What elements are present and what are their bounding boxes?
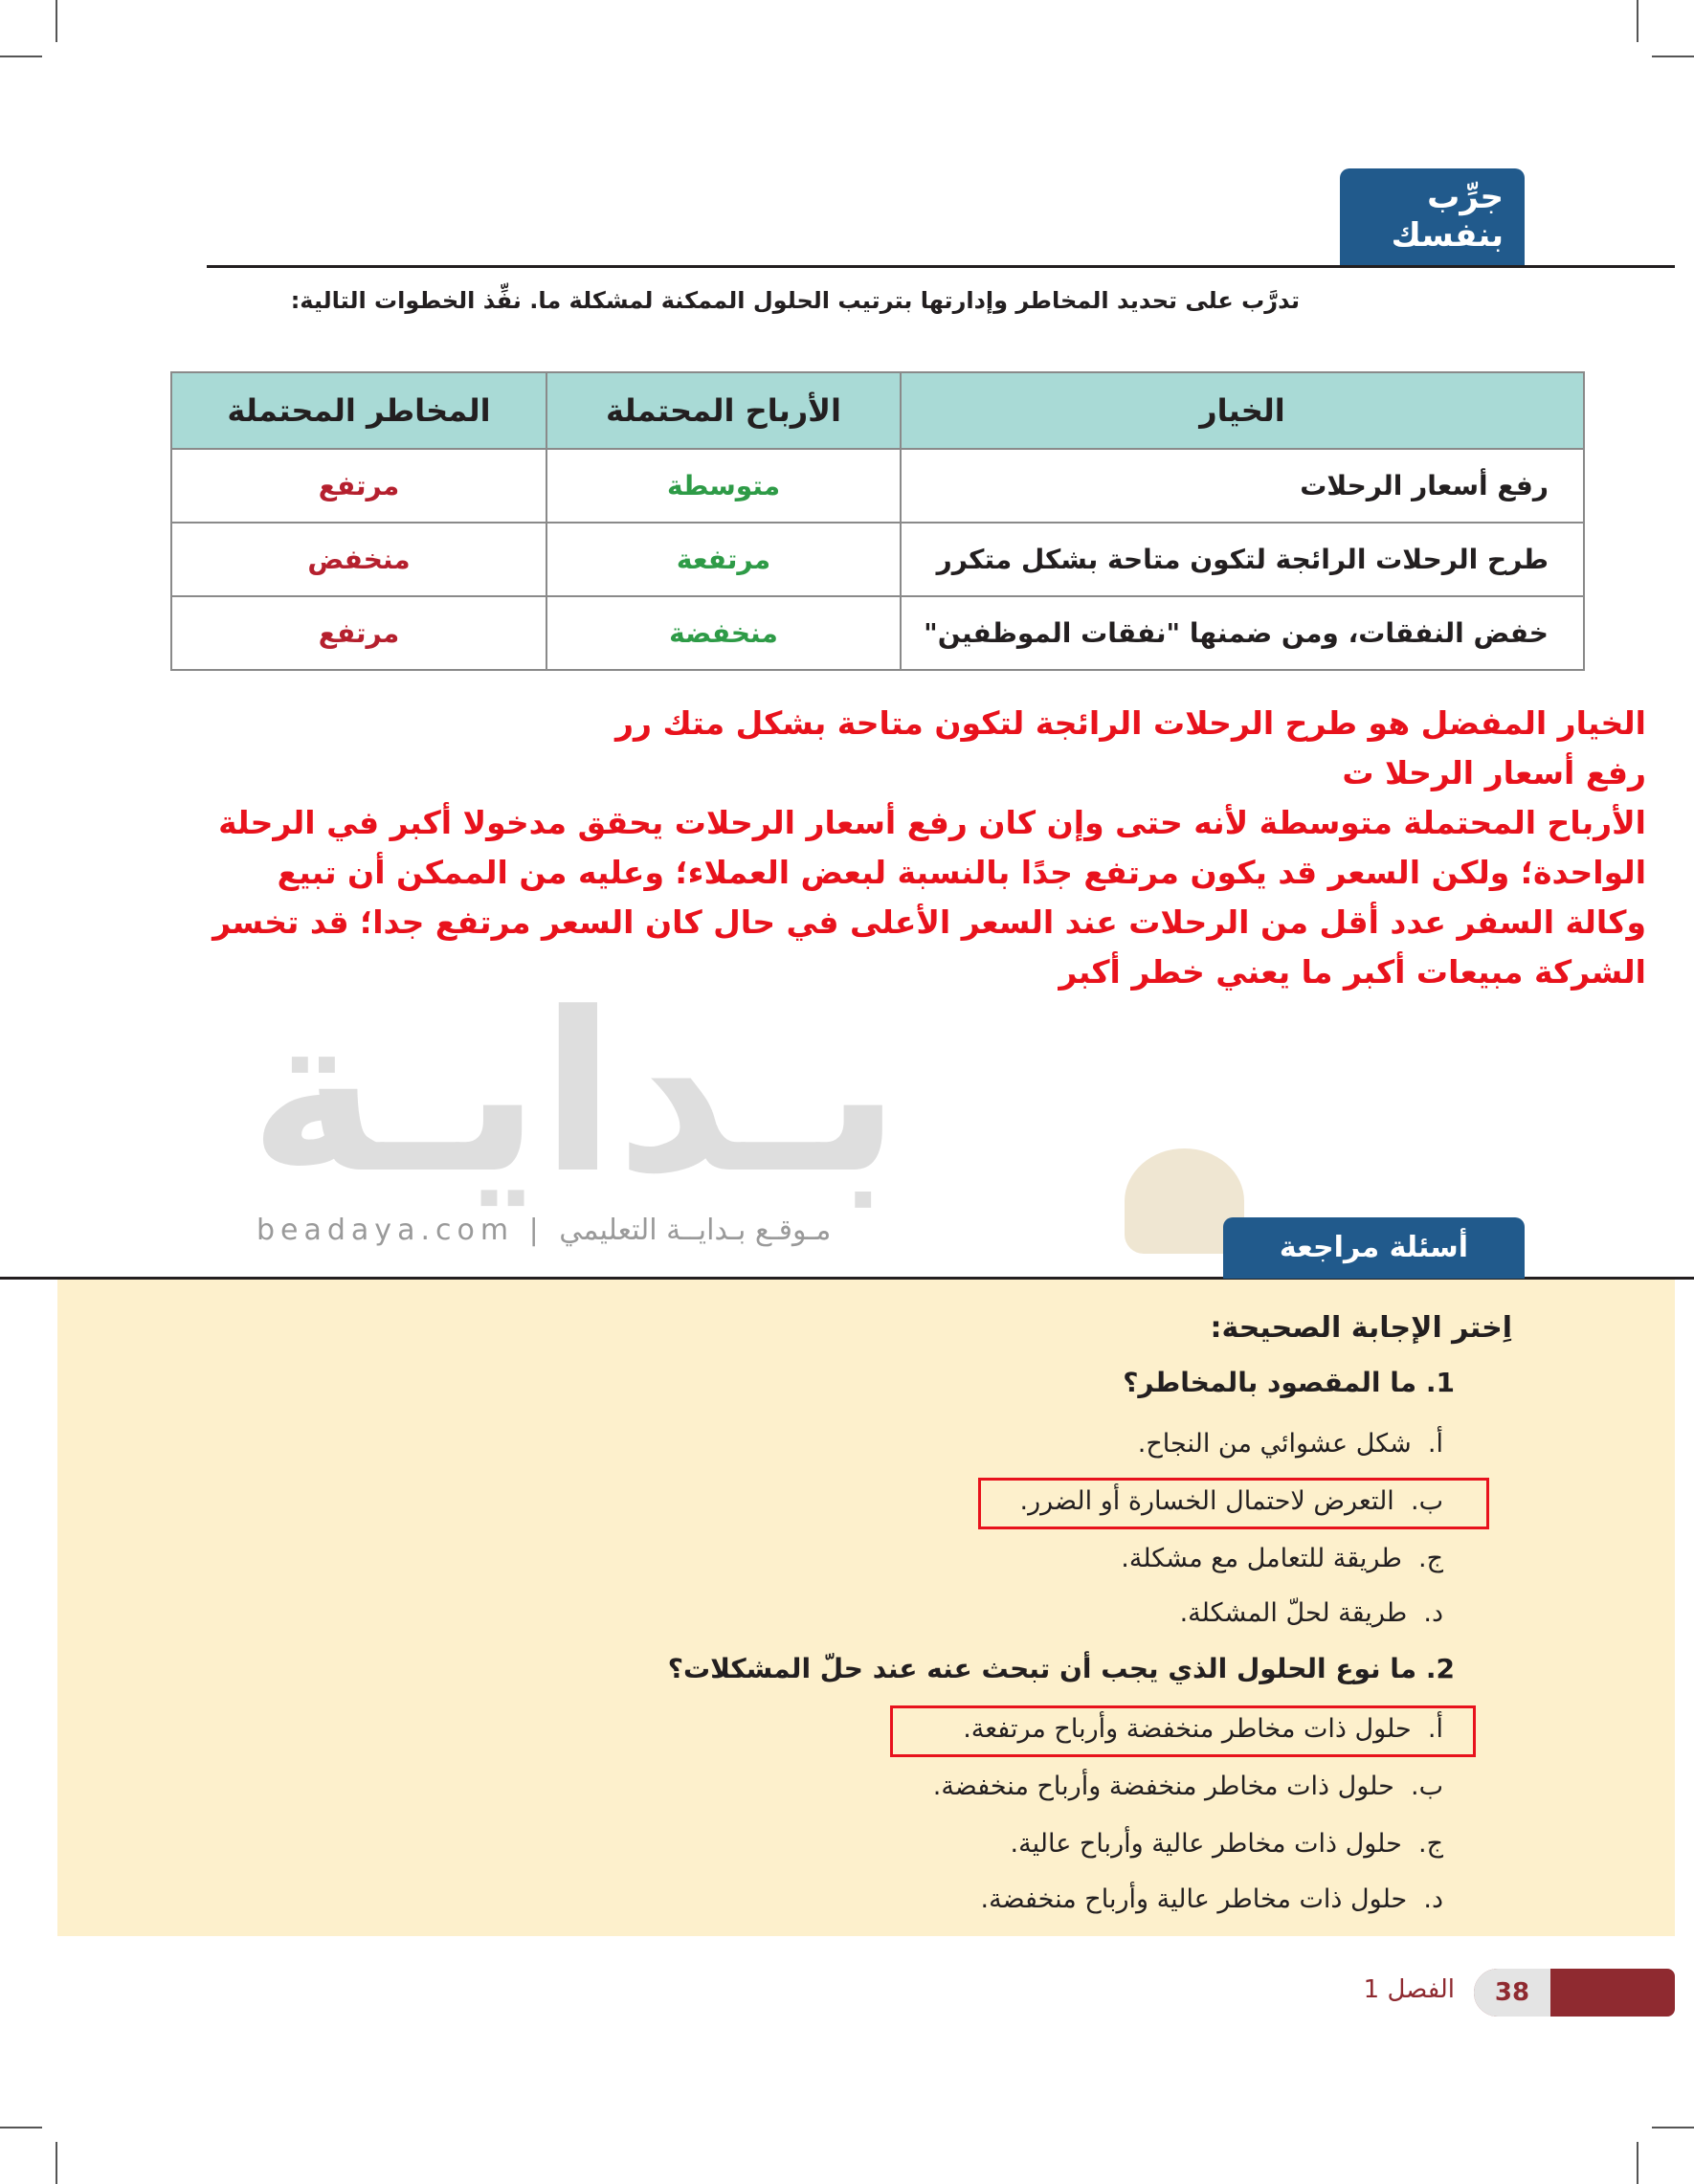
crop-mark <box>0 56 42 57</box>
table-row <box>171 449 1584 523</box>
q2-choice-a[interactable]: أ. حلول ذات مخاطر منخفضة وأرباح مرتفعة. <box>963 1714 1443 1744</box>
profit-cell: مرتفعة <box>546 523 901 596</box>
header-risk: المخاطر المحتملة <box>171 372 546 449</box>
crop-mark <box>1652 56 1694 57</box>
table-header-row <box>171 372 1584 449</box>
q2-choice-b[interactable]: ب. حلول ذات مخاطر منخفضة وأرباح منخفضة. <box>932 1772 1443 1801</box>
profit-cell: متوسطة <box>546 449 901 523</box>
question-2: 2. ما نوع الحلول الذي يجب أن تبحث عنه عند حلّ المشكلات؟ <box>667 1653 1455 1684</box>
option-cell: رفع أسعار الرحلات <box>901 449 1584 523</box>
answer-paragraph: الأرباح المحتملة متوسطة لأنه حتى وإن كان رفع أسعار الرحلات يحقق مدخولا أكبر في الرحلة الواحدة؛ ولكن السعر قد يكون مرتفع جدًا بالنسبة لبعض العملاء؛ وعليه من الممكن أن تبيع وكالة السفر عدد أقل من الرحلات عند السعر الأعلى في حال كان السعر مرتفع جدا؛ قد تخسر الشركة مبيعات أكبر ما يعني خطر أكبر <box>212 804 1646 991</box>
risk-cell: مرتفع <box>171 449 546 523</box>
answer-text <box>191 699 1646 997</box>
page-number: 38 <box>1474 1969 1550 2017</box>
q2-choice-c[interactable]: ج. حلول ذات مخاطر عالية وأرباح عالية. <box>1010 1829 1443 1859</box>
watermark-logo: بـدايـة <box>249 967 902 1222</box>
section-divider <box>207 265 1675 268</box>
q1-choice-c[interactable]: ج. طريقة للتعامل مع مشكلة. <box>1121 1544 1443 1573</box>
chapter-label: الفصل 1 <box>1363 1975 1455 2004</box>
watermark-site-line: beadaya.com | مـوقـع بـدايــة التعليمي <box>256 1214 832 1247</box>
q1-choice-d[interactable]: د. طريقة لحلّ المشكلة. <box>1179 1598 1443 1628</box>
table-row <box>171 596 1584 670</box>
instruction-text: تدرَّب على تحديد المخاطر وإدارتها بترتيب الحلول الممكنة لمشكلة ما. نفِّذ الخطوات التالية: <box>290 287 1300 314</box>
answer-line-2: رفع أسعار الرحلا ت <box>1342 754 1646 791</box>
q1-choice-b[interactable]: ب. التعرض لاحتمال الخسارة أو الضرر. <box>1019 1486 1443 1516</box>
crop-mark <box>1637 0 1638 42</box>
risk-cell: منخفض <box>171 523 546 596</box>
q2-choice-d[interactable]: د. حلول ذات مخاطر عالية وأرباح منخفضة. <box>980 1884 1443 1914</box>
answer-line-1: الخيار المفضل هو طرح الرحلات الرائجة لتكون متاحة بشكل متك رر <box>615 704 1646 742</box>
option-cell: خفض النفقات، ومن ضمنها "نفقات الموظفين" <box>901 596 1584 670</box>
profit-cell: منخفضة <box>546 596 901 670</box>
crop-mark <box>56 0 57 42</box>
table-row <box>171 523 1584 596</box>
q1-choice-a[interactable]: أ. شكل عشوائي من النجاح. <box>1137 1429 1443 1459</box>
review-questions-tab: أسئلة مراجعة <box>1223 1217 1525 1279</box>
crop-mark <box>0 2127 42 2128</box>
header-profit: الأرباح المحتملة <box>546 372 901 449</box>
header-option: الخيار <box>901 372 1584 449</box>
question-1: 1. ما المقصود بالمخاطر؟ <box>1123 1367 1455 1398</box>
crop-mark <box>56 2142 57 2184</box>
crop-mark <box>1652 2127 1694 2128</box>
review-instruction: اِختر الإجابة الصحيحة: <box>1210 1311 1512 1345</box>
options-table <box>170 371 1585 671</box>
crop-mark <box>1637 2142 1638 2184</box>
try-yourself-tab: جرِّب بنفسك <box>1340 168 1525 266</box>
risk-cell: مرتفع <box>171 596 546 670</box>
option-cell: طرح الرحلات الرائجة لتكون متاحة بشكل متكرر <box>901 523 1584 596</box>
